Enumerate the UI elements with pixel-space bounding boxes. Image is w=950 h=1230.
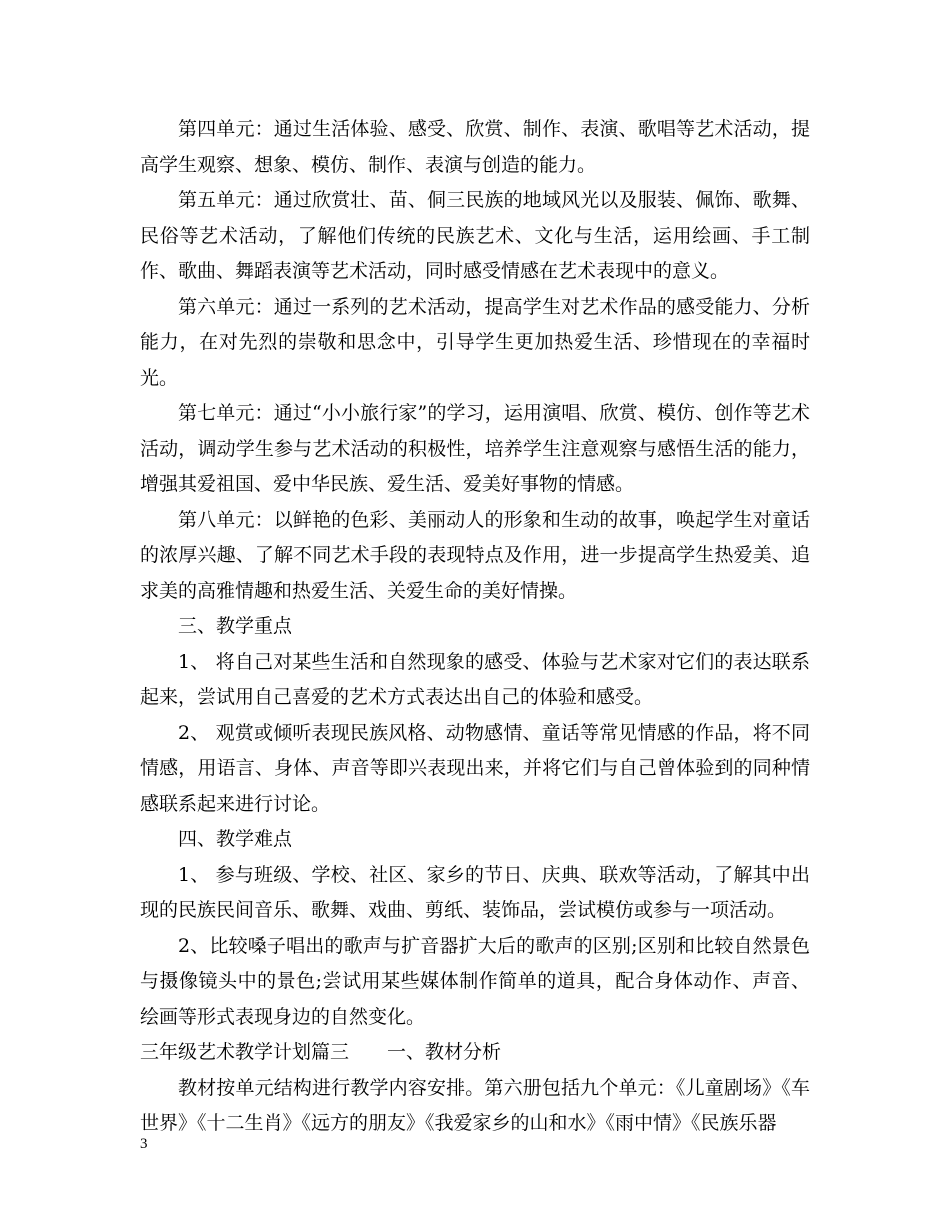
page-number: 3 bbox=[140, 1136, 148, 1152]
paragraph-textbook-analysis: 教材按单元结构进行教学内容安排。第六册包括九个单元：《儿童剧场》《车世界》《十二生肖》《远方的朋友》《我爱家乡的山和水》《雨中情》《民族乐器 bbox=[140, 1076, 810, 1134]
plan-three-heading: 三年级艺术教学计划篇三 一、教材分析 bbox=[140, 1041, 502, 1063]
focus-item-2: 2、 观赏或倾听表现民族风格、动物感情、童话等常见情感的作品，将不同情感，用语言、身体、声音等即兴表现出来，并将它们与自己曾体验到的同种情感联系起来进行讨论。 bbox=[140, 721, 810, 815]
focus-item-1: 1、 将自己对某些生活和自然现象的感受、体验与艺术家对它们的表达联系起来，尝试用自己喜爱的艺术方式表达出自己的体验和感受。 bbox=[140, 650, 810, 708]
section-heading-teaching-difficulty: 四、教学难点 bbox=[178, 828, 293, 850]
paragraph-unit-six: 第六单元：通过一系列的艺术活动，提高学生对艺术作品的感受能力、分析能力，在对先烈的崇敬和思念中，引导学生更加热爱生活、珍惜现在的幸福时光。 bbox=[140, 295, 810, 389]
paragraph-unit-five: 第五单元：通过欣赏壮、苗、侗三民族的地域风光以及服装、佩饰、歌舞、民俗等艺术活动，了解他们传统的民族艺术、文化与生活，运用绘画、手工制作、歌曲、舞蹈表演等艺术活动，同时感受情感在艺术表现中的意义。 bbox=[140, 189, 810, 282]
paragraph-unit-seven: 第七单元：通过“小小旅行家”的学习，运用演唱、欣赏、模仿、创作等艺术活动，调动学生参与艺术活动的积极性，培养学生注意观察与感悟生活的能力，增强其爱祖国、爱中华民族、爱生活、爱美好事物的情感。 bbox=[140, 402, 810, 495]
difficulty-item-2: 2、比较嗓子唱出的歌声与扩音器扩大后的歌声的区别;区别和比较自然景色与摄像镜头中的景色;尝试用某些媒体制作简单的道具，配合身体动作、声音、绘画等形式表现身边的自然变化。 bbox=[140, 934, 810, 1028]
difficulty-item-1: 1、 参与班级、学校、社区、家乡的节日、庆典、联欢等活动，了解其中出现的民族民间音乐、歌舞、戏曲、剪纸、装饰品，尝试模仿或参与一项活动。 bbox=[140, 863, 810, 921]
section-heading-teaching-focus: 三、教学重点 bbox=[178, 615, 293, 637]
paragraph-unit-eight: 第八单元：以鲜艳的色彩、美丽动人的形象和生动的故事，唤起学生对童话的浓厚兴趣、了解不同艺术手段的表现特点及作用，进一步提高学生热爱美、追求美的高雅情趣和热爱生活、关爱生命的美好情操。 bbox=[140, 508, 810, 602]
paragraph-unit-four: 第四单元：通过生活体验、感受、欣赏、制作、表演、歌唱等艺术活动，提高学生观察、想象、模仿、制作、表演与创造的能力。 bbox=[140, 118, 810, 176]
document-body bbox=[140, 112, 810, 1142]
